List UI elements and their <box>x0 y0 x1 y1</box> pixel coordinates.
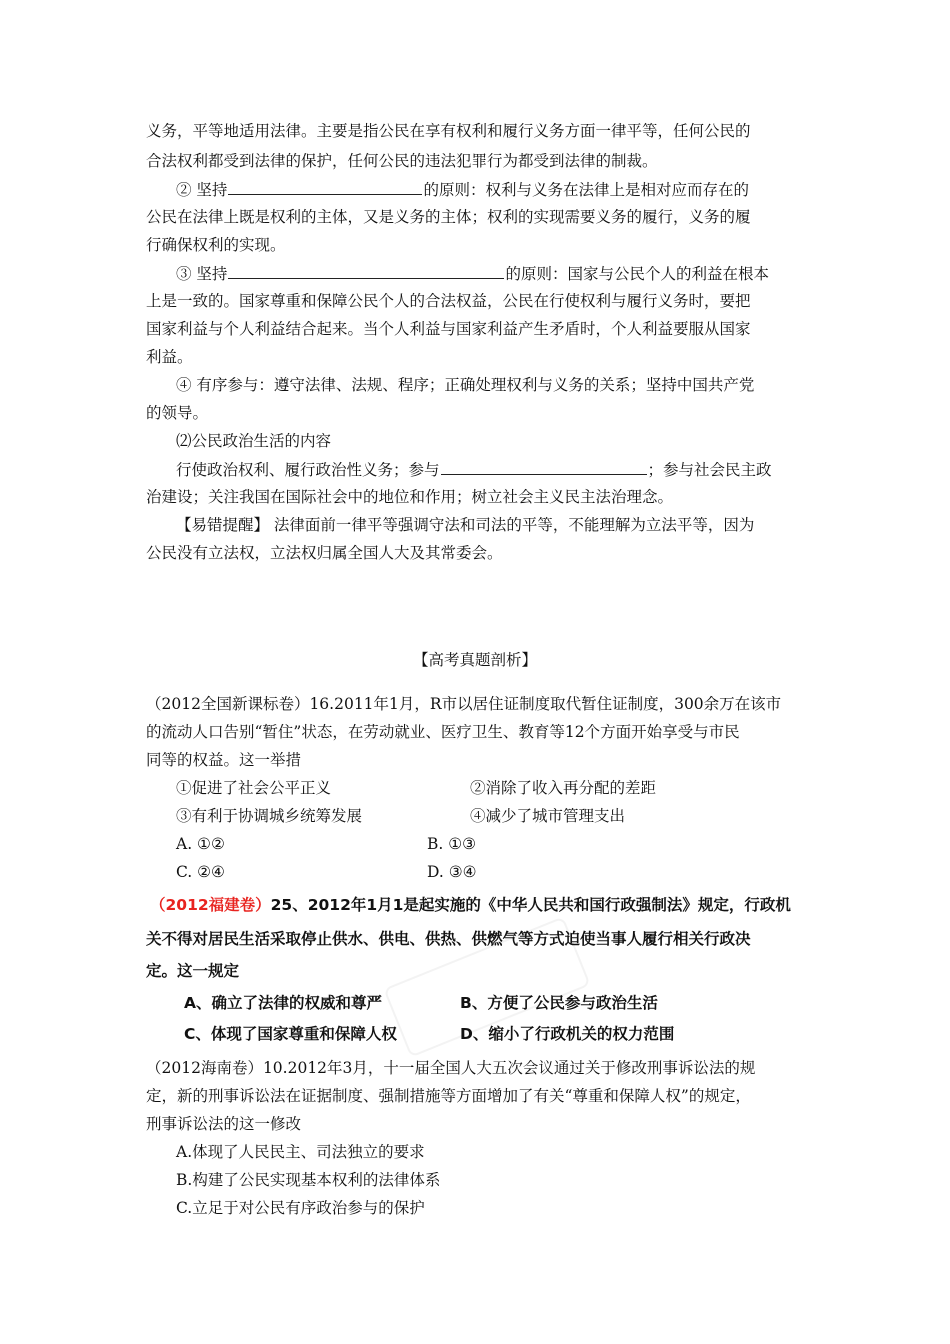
text-line-with-blank <box>176 262 769 285</box>
option-a: A.体现了人民民主、司法独立的要求 <box>176 1143 425 1161</box>
option-a: A. ①② <box>176 835 225 853</box>
question-line: 的流动人口告别“暂住”状态，在劳动就业、医疗卫生、教育等12个方面开始享受与市民 <box>146 723 740 741</box>
option-d: D、缩小了行政机关的权力范围 <box>460 1025 675 1043</box>
question-line: 定，新的刑事诉讼法在证据制度、强制措施等方面增加了有关“尊重和保障人权”的规定， <box>146 1087 751 1105</box>
question-line: 关不得对居民生活采取停止供水、供电、供热、供燃气等方式迫使当事人履行相关行政决 <box>146 930 751 948</box>
option-a: A、确立了法律的权威和尊严 <box>184 994 382 1012</box>
text-line: 合法权利都受到法律的保护，任何公民的违法犯罪行为都受到法律的制裁。 <box>146 152 658 170</box>
question-line: 定。这一规定 <box>146 962 240 980</box>
section-title: 【高考真题剖析】 <box>412 651 537 669</box>
line-prefix: ③ 坚持 <box>176 265 228 283</box>
statement-2: ②消除了收入再分配的差距 <box>470 779 657 797</box>
question-line: （2012全国新课标卷）16.2011年1月，R市以居住证制度取代暂住证制度，300余万在该市 <box>146 695 782 713</box>
text-line: 公民没有立法权，立法权归属全国人大及其常委会。 <box>146 544 503 562</box>
fill-blank <box>228 262 504 279</box>
statement-3: ③有利于协调城乡统筹发展 <box>176 807 363 825</box>
text-line: ④ 有序参与：遵守法律、法规、程序；正确处理权利与义务的关系；坚持中国共产党 <box>176 376 755 394</box>
fill-blank <box>228 178 422 195</box>
text-line-with-blank <box>176 178 749 201</box>
statement-1: ①促进了社会公平正义 <box>176 779 332 797</box>
line-suffix: 的原则：权利与义务在法律上是相对应而存在的 <box>423 181 749 199</box>
option-d: D. ③④ <box>427 863 477 881</box>
text-line: 上是一致的。国家尊重和保障公民个人的合法权益，公民在行使权利与履行义务时，要把 <box>146 292 751 310</box>
option-b: B、方便了公民参与政治生活 <box>460 994 658 1012</box>
question-line: 同等的权益。这一举措 <box>146 751 302 769</box>
tip-line: 【易错提醒】 法律面前一律平等强调守法和司法的平等，不能理解为立法平等，因为 <box>176 516 755 534</box>
fill-blank <box>441 458 647 475</box>
text-line: 公民在法律上既是权利的主体，又是义务的主体；权利的实现需要义务的履行，义务的履 <box>146 208 751 226</box>
question-text: 25、2012年1月1是起实施的《中华人民共和国行政强制法》规定，行政机 <box>270 896 791 914</box>
subheading: ⑵公民政治生活的内容 <box>176 432 332 450</box>
text-line-with-blank <box>176 458 772 481</box>
line-prefix: ② 坚持 <box>176 181 228 199</box>
option-b: B. ①③ <box>427 835 477 853</box>
line-suffix: 的原则：国家与公民个人的利益在根本 <box>505 265 769 283</box>
line-suffix: ；参与社会民主政 <box>647 461 772 479</box>
text-line: 行确保权利的实现。 <box>146 236 286 254</box>
option-c: C.立足于对公民有序政治参与的保护 <box>176 1199 425 1217</box>
line-prefix: 行使政治权利、履行政治性义务；参与 <box>176 461 440 479</box>
question-line: （2012海南卷）10.2012年3月，十一届全国人大五次会议通过关于修改刑事诉讼法的规 <box>146 1059 756 1077</box>
option-c: C. ②④ <box>176 863 225 881</box>
question-source: （2012福建卷） <box>150 896 271 914</box>
text-line: 义务，平等地适用法律。主要是指公民在享有权利和履行义务方面一律平等，任何公民的 <box>146 122 751 140</box>
text-line: 利益。 <box>146 348 193 366</box>
option-c: C、体现了国家尊重和保障人权 <box>184 1025 397 1043</box>
option-b: B.构建了公民实现基本权利的法律体系 <box>176 1171 441 1189</box>
text-line: 的领导。 <box>146 404 209 422</box>
statement-4: ④减少了城市管理支出 <box>470 807 626 825</box>
question-line <box>150 894 791 916</box>
text-line: 国家利益与个人利益结合起来。当个人利益与国家利益产生矛盾时，个人利益要服从国家 <box>146 320 751 338</box>
text-line: 治建设；关注我国在国际社会中的地位和作用；树立社会主义民主法治理念。 <box>146 488 674 506</box>
question-line: 刑事诉讼法的这一修改 <box>146 1115 302 1133</box>
